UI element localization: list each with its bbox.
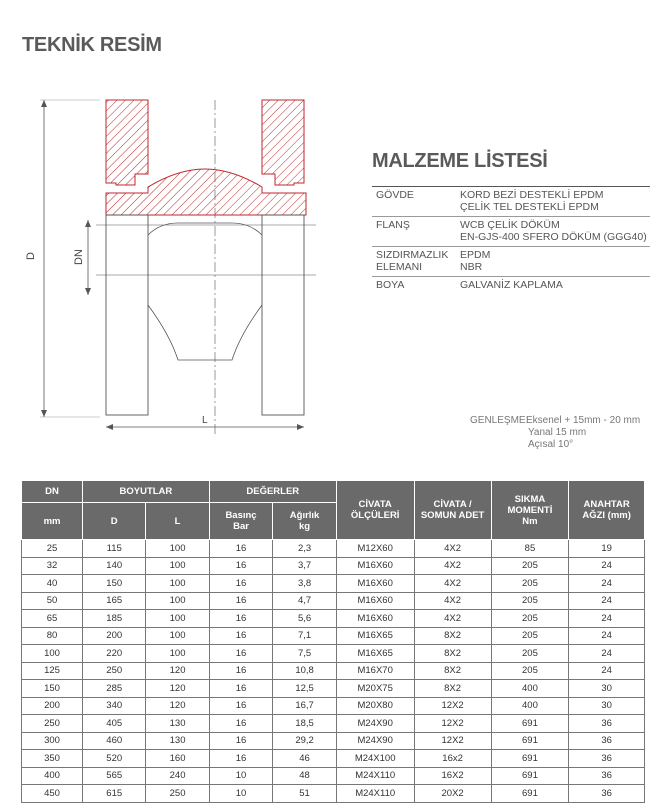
cell-d: 405: [83, 715, 146, 733]
cell-moment: 400: [491, 680, 569, 698]
material-value: WCB ÇELİK DÖKÜM EN-GJS-400 SFERO DÖKÜM (GGG40): [460, 219, 647, 243]
table-row: [22, 767, 645, 785]
cell-moment: 691: [491, 715, 569, 733]
cell-basinc: 16: [209, 750, 273, 768]
cell-anahtar: 30: [569, 680, 645, 698]
cell-dn: 200: [22, 697, 83, 715]
cell-l: 100: [146, 610, 209, 628]
cell-civata: M16X70: [336, 662, 414, 680]
cell-d: 200: [83, 627, 146, 645]
table-row: [22, 715, 645, 733]
material-row: [372, 247, 650, 277]
cell-adet: 4X2: [414, 592, 491, 610]
cell-moment: 205: [491, 592, 569, 610]
cell-moment: 85: [491, 540, 569, 558]
cell-adet: 12X2: [414, 732, 491, 750]
cell-d: 165: [83, 592, 146, 610]
cell-civata: M24X110: [336, 785, 414, 803]
table-row: [22, 540, 645, 558]
cell-moment: 691: [491, 785, 569, 803]
cell-l: 160: [146, 750, 209, 768]
cell-d: 250: [83, 662, 146, 680]
cell-d: 185: [83, 610, 146, 628]
cell-civata: M12X60: [336, 540, 414, 558]
cell-moment: 205: [491, 662, 569, 680]
table-row: [22, 610, 645, 628]
cell-d: 460: [83, 732, 146, 750]
th-agirlik: Ağırlık kg: [273, 503, 337, 540]
cell-anahtar: 36: [569, 767, 645, 785]
cell-dn: 65: [22, 610, 83, 628]
cell-anahtar: 24: [569, 575, 645, 593]
cell-basinc: 16: [209, 592, 273, 610]
cell-l: 100: [146, 627, 209, 645]
cell-l: 120: [146, 662, 209, 680]
cell-l: 240: [146, 767, 209, 785]
cell-anahtar: 24: [569, 662, 645, 680]
page-title: TEKNİK RESİM: [22, 34, 162, 56]
expansion-axial: Eksenel + 15mm - 20 mm: [526, 415, 641, 426]
table-row: [22, 785, 645, 803]
cell-d: 115: [83, 540, 146, 558]
cell-moment: 691: [491, 767, 569, 785]
material-key: BOYA: [376, 279, 405, 291]
material-row: [372, 186, 650, 217]
cell-l: 120: [146, 680, 209, 698]
cell-moment: 205: [491, 557, 569, 575]
cell-basinc: 16: [209, 610, 273, 628]
materials-list: [372, 186, 650, 294]
th-boyutlar: BOYUTLAR: [83, 481, 210, 503]
cell-civata: M16X65: [336, 627, 414, 645]
cell-agirlik: 51: [273, 785, 337, 803]
cell-l: 130: [146, 715, 209, 733]
cell-civata: M16X65: [336, 645, 414, 663]
cell-moment: 205: [491, 645, 569, 663]
cell-l: 100: [146, 645, 209, 663]
cell-agirlik: 46: [273, 750, 337, 768]
cell-agirlik: 12,5: [273, 680, 337, 698]
cell-l: 250: [146, 785, 209, 803]
cell-dn: 250: [22, 715, 83, 733]
cell-dn: 150: [22, 680, 83, 698]
cell-moment: 691: [491, 750, 569, 768]
th-l: L: [146, 503, 209, 540]
cell-d: 340: [83, 697, 146, 715]
cell-agirlik: 7,5: [273, 645, 337, 663]
cell-moment: 400: [491, 697, 569, 715]
cell-d: 615: [83, 785, 146, 803]
cell-d: 220: [83, 645, 146, 663]
cell-anahtar: 36: [569, 785, 645, 803]
cell-agirlik: 4,7: [273, 592, 337, 610]
cell-civata: M20X75: [336, 680, 414, 698]
cell-basinc: 16: [209, 662, 273, 680]
cell-anahtar: 24: [569, 557, 645, 575]
cell-adet: 12X2: [414, 715, 491, 733]
cell-civata: M16X60: [336, 610, 414, 628]
cell-d: 565: [83, 767, 146, 785]
cell-anahtar: 24: [569, 627, 645, 645]
material-value: GALVANİZ KAPLAMA: [460, 279, 563, 291]
cell-basinc: 16: [209, 575, 273, 593]
cell-basinc: 16: [209, 645, 273, 663]
th-anahtar: ANAHTAR AĞZI (mm): [569, 481, 645, 540]
cell-adet: 4X2: [414, 575, 491, 593]
table-row: [22, 697, 645, 715]
cell-l: 100: [146, 540, 209, 558]
cell-anahtar: 19: [569, 540, 645, 558]
cell-adet: 8X2: [414, 645, 491, 663]
table-row: [22, 750, 645, 768]
table-row: [22, 645, 645, 663]
th-civata-somun: CİVATA / SOMUN ADET: [414, 481, 491, 540]
table-row: [22, 680, 645, 698]
cell-adet: 8X2: [414, 662, 491, 680]
spec-table: [21, 480, 645, 803]
label-d: D: [25, 252, 37, 260]
cell-agirlik: 29,2: [273, 732, 337, 750]
material-key: SIZDIRMAZLIK ELEMANI: [376, 249, 449, 273]
cell-dn: 350: [22, 750, 83, 768]
cell-adet: 8X2: [414, 627, 491, 645]
table-row: [22, 557, 645, 575]
expansion-angular: Açısal 10°: [528, 439, 574, 450]
cell-dn: 40: [22, 575, 83, 593]
cell-agirlik: 2,3: [273, 540, 337, 558]
expansion-label: GENLEŞME:: [470, 415, 529, 426]
cell-civata: M24X90: [336, 715, 414, 733]
cell-adet: 4X2: [414, 610, 491, 628]
cell-l: 130: [146, 732, 209, 750]
cell-civata: M16X60: [336, 575, 414, 593]
cell-dn: 100: [22, 645, 83, 663]
table-row: [22, 662, 645, 680]
cell-anahtar: 24: [569, 610, 645, 628]
th-basinc: Basınç Bar: [209, 503, 273, 540]
cell-adet: 4X2: [414, 540, 491, 558]
th-dn: DN: [22, 481, 83, 503]
cell-civata: M16X60: [336, 557, 414, 575]
cell-civata: M24X110: [336, 767, 414, 785]
cell-basinc: 16: [209, 715, 273, 733]
cell-moment: 691: [491, 732, 569, 750]
material-row: [372, 217, 650, 247]
cell-agirlik: 48: [273, 767, 337, 785]
material-key: FLANŞ: [376, 219, 410, 231]
cell-dn: 450: [22, 785, 83, 803]
materials-title: MALZEME LİSTESİ: [372, 150, 548, 172]
cell-anahtar: 36: [569, 715, 645, 733]
th-sikma: SIKMA MOMENTİ Nm: [491, 481, 569, 540]
cell-basinc: 16: [209, 557, 273, 575]
th-mm: mm: [22, 503, 83, 540]
expansion-info: [470, 415, 640, 451]
cell-civata: M24X100: [336, 750, 414, 768]
cell-adet: 4X2: [414, 557, 491, 575]
cell-agirlik: 18,5: [273, 715, 337, 733]
th-d: D: [83, 503, 146, 540]
cell-adet: 16x2: [414, 750, 491, 768]
cell-adet: 12X2: [414, 697, 491, 715]
cell-l: 100: [146, 592, 209, 610]
cell-civata: M16X60: [336, 592, 414, 610]
cell-agirlik: 5,6: [273, 610, 337, 628]
cell-basinc: 16: [209, 680, 273, 698]
cell-adet: 8X2: [414, 680, 491, 698]
cell-moment: 205: [491, 575, 569, 593]
cell-d: 150: [83, 575, 146, 593]
cell-basinc: 16: [209, 697, 273, 715]
cell-anahtar: 36: [569, 732, 645, 750]
cell-moment: 205: [491, 610, 569, 628]
cell-dn: 32: [22, 557, 83, 575]
cell-basinc: 10: [209, 785, 273, 803]
cell-dn: 300: [22, 732, 83, 750]
th-degerler: DEĞERLER: [209, 481, 336, 503]
cell-dn: 50: [22, 592, 83, 610]
th-civata-olculeri: CİVATA ÖLÇÜLERİ: [336, 481, 414, 540]
table-row: [22, 627, 645, 645]
cell-dn: 80: [22, 627, 83, 645]
material-value: KORD BEZİ DESTEKLİ EPDM ÇELİK TEL DESTEKLİ EPDM: [460, 189, 604, 213]
label-l: L: [202, 415, 208, 426]
table-row: [22, 732, 645, 750]
material-value: EPDM NBR: [460, 249, 491, 273]
cell-l: 100: [146, 557, 209, 575]
cell-civata: M24X90: [336, 732, 414, 750]
material-row: [372, 277, 650, 294]
cell-d: 140: [83, 557, 146, 575]
cell-basinc: 10: [209, 767, 273, 785]
cell-agirlik: 16,7: [273, 697, 337, 715]
cell-l: 100: [146, 575, 209, 593]
cell-civata: M20X80: [336, 697, 414, 715]
cell-agirlik: 10,8: [273, 662, 337, 680]
material-key: GÖVDE: [376, 189, 414, 201]
cell-agirlik: 3,7: [273, 557, 337, 575]
expansion-lateral: Yanal 15 mm: [528, 427, 587, 438]
cell-anahtar: 30: [569, 697, 645, 715]
cell-moment: 205: [491, 627, 569, 645]
cell-d: 520: [83, 750, 146, 768]
table-row: [22, 575, 645, 593]
cell-anahtar: 24: [569, 645, 645, 663]
cell-adet: 16X2: [414, 767, 491, 785]
cell-l: 120: [146, 697, 209, 715]
cell-d: 285: [83, 680, 146, 698]
cell-anahtar: 24: [569, 592, 645, 610]
cell-dn: 25: [22, 540, 83, 558]
cell-adet: 20X2: [414, 785, 491, 803]
cell-basinc: 16: [209, 540, 273, 558]
technical-drawing: [20, 95, 320, 435]
label-dn: DN: [73, 249, 85, 265]
cell-anahtar: 36: [569, 750, 645, 768]
cell-dn: 125: [22, 662, 83, 680]
cell-agirlik: 3,8: [273, 575, 337, 593]
cell-agirlik: 7,1: [273, 627, 337, 645]
table-row: [22, 592, 645, 610]
cell-basinc: 16: [209, 732, 273, 750]
cell-dn: 400: [22, 767, 83, 785]
cell-basinc: 16: [209, 627, 273, 645]
